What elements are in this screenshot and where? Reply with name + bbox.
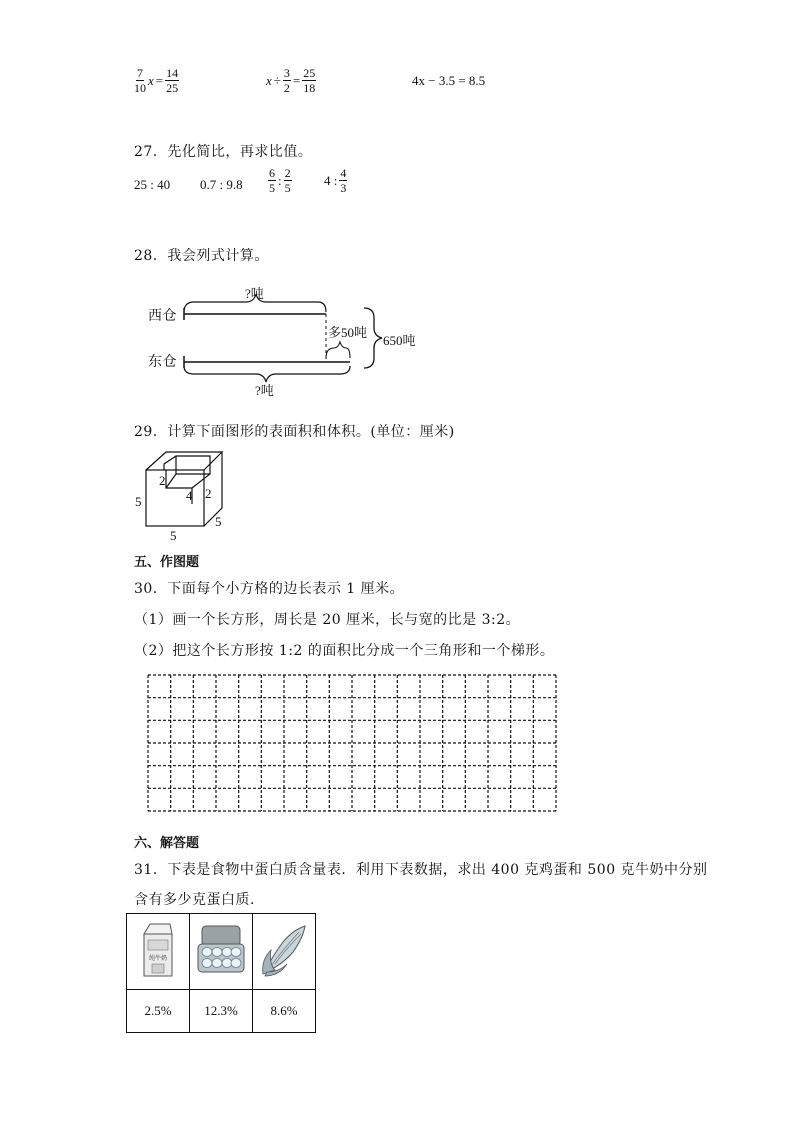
equals-sign: =: [155, 72, 164, 88]
question-28-title: 28．我会列式计算。: [134, 248, 269, 264]
fraction-denominator: 10: [134, 81, 146, 95]
ratio-1: 25 : 40: [134, 177, 171, 192]
extra-brace: [326, 342, 350, 358]
drawing-grid[interactable]: [146, 673, 558, 813]
milk-cell: [127, 914, 190, 990]
egg-cell: [190, 914, 253, 990]
corn-icon: [257, 920, 311, 980]
milk-carton-text: 纯牛奶: [148, 954, 168, 962]
fraction-denominator: 3: [340, 181, 347, 195]
egg-tray-icon: [194, 920, 248, 980]
section-6-title: 六、解答题: [134, 836, 200, 851]
east-label: 东仓: [148, 354, 177, 370]
ratio-term: 4 :: [324, 172, 338, 188]
total-label: 650吨: [383, 333, 416, 348]
notch-width: 4: [186, 488, 193, 503]
protein-table: [126, 913, 316, 1033]
dim-right: 5: [215, 514, 222, 529]
fraction-numerator: 14: [166, 66, 179, 80]
fraction-denominator: 18: [303, 81, 316, 95]
dim-bottom: 5: [170, 528, 177, 543]
bottom-unknown-label: ?吨: [255, 383, 274, 398]
question-30-title: 30．下面每个小方格的边长表示 1 厘米。: [134, 581, 405, 597]
fraction-denominator: 25: [166, 81, 179, 95]
dim-left: 5: [135, 494, 142, 509]
milk-carton-icon: [138, 920, 178, 980]
more-label: 多50吨: [328, 325, 368, 340]
ratio-3: [268, 166, 292, 195]
equation-1: [134, 66, 179, 95]
question-31-line-2: 含有多少克蛋白质．: [134, 892, 265, 908]
fraction-denominator: 5: [284, 181, 291, 195]
question-31-line-1: 31．下表是食物中蛋白质含量表．利用下表数据，求出 400 克鸡蛋和 500 克牛奶中分别: [134, 862, 708, 878]
equation-3: 4x − 3.5 = 8.5: [412, 73, 486, 88]
ratio-2: 0.7 : 9.8: [200, 177, 243, 192]
equation-2: [266, 66, 316, 95]
fraction-numerator: 2: [284, 166, 291, 180]
fraction-numerator: 3: [283, 66, 290, 80]
variable: x: [148, 72, 154, 88]
question-30-part-2: （2）把这个长方形按 1:2 的面积比分成一个三角形和一个梯形。: [134, 643, 555, 659]
notch-edge: [166, 474, 176, 488]
fraction-denominator: 5: [269, 181, 275, 195]
question-27-title: 27．先化简比，再求比值。: [134, 144, 313, 160]
corn-cell: [253, 914, 316, 990]
equals-sign: =: [292, 72, 301, 88]
egg-protein-value: 12.3%: [190, 990, 253, 1033]
notch-height: 2: [159, 473, 166, 488]
fraction-numerator: 4: [340, 166, 347, 180]
colon: :: [278, 172, 282, 188]
notch-depth: 2: [205, 486, 212, 501]
question-30-part-1: （1）画一个长方形，周长是 20 厘米，长与宽的比是 3:2。: [134, 612, 521, 628]
cube-with-notch-figure: [130, 444, 240, 544]
west-label: 西仓: [148, 308, 177, 324]
top-unknown-label: ?吨: [245, 286, 264, 301]
question-29-title: 29．计算下面图形的表面积和体积。(单位：厘米): [134, 424, 455, 440]
ratio-4: [324, 166, 347, 195]
section-5-title: 五、作图题: [134, 555, 200, 570]
front-face: [146, 470, 204, 526]
fraction-numerator: 7: [137, 66, 143, 80]
top-face: [146, 452, 222, 470]
divide-sign: ÷: [273, 72, 281, 88]
corn-protein-value: 8.6%: [253, 990, 316, 1033]
fraction-denominator: 2: [283, 81, 290, 95]
milk-protein-value: 2.5%: [127, 990, 190, 1033]
fraction-numerator: 6: [269, 166, 275, 180]
variable: x: [266, 72, 272, 88]
notch: [164, 456, 210, 488]
fraction-numerator: 25: [303, 66, 316, 80]
